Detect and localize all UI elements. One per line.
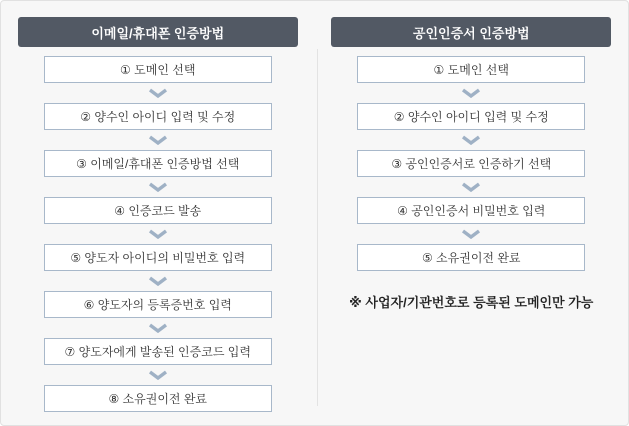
step-box: ③ 공인인증서로 인증하기 선택 xyxy=(357,150,585,177)
step-box: ⑤ 소유권이전 완료 xyxy=(357,244,585,271)
step-box: ⑦ 양도자에게 발송된 인증코드 입력 xyxy=(44,338,272,365)
chevron-down-icon xyxy=(461,224,481,244)
certificate-note: ※ 사업자/기관번호로 등록된 도메인만 가능 xyxy=(349,295,594,310)
step-box: ⑤ 양도자 아이디의 비밀번호 입력 xyxy=(44,244,272,271)
step-box: ⑥ 양도자의 등록증번호 입력 xyxy=(44,291,272,318)
chevron-down-icon xyxy=(148,318,168,338)
chevron-down-icon xyxy=(148,365,168,385)
steps-certificate xyxy=(357,56,585,271)
chevron-down-icon xyxy=(461,83,481,103)
chevron-down-icon xyxy=(148,130,168,150)
column-divider xyxy=(317,49,318,406)
chevron-down-icon xyxy=(461,130,481,150)
step-box: ② 양수인 아이디 입력 및 수정 xyxy=(357,103,585,130)
step-box: ④ 공인인증서 비밀번호 입력 xyxy=(357,197,585,224)
chevron-down-icon xyxy=(461,177,481,197)
step-box: ⑧ 소유권이전 완료 xyxy=(44,385,272,412)
chevron-down-icon xyxy=(148,177,168,197)
column-email-phone-method xyxy=(1,1,315,425)
step-box: ① 도메인 선택 xyxy=(357,56,585,83)
steps-email-phone xyxy=(44,56,272,412)
chevron-down-icon xyxy=(148,83,168,103)
column-title-email-phone: 이메일/휴대폰 인증방법 xyxy=(18,17,298,47)
chevron-down-icon xyxy=(148,224,168,244)
step-box: ① 도메인 선택 xyxy=(44,56,272,83)
step-box: ③ 이메일/휴대폰 인증방법 선택 xyxy=(44,150,272,177)
column-certificate-method xyxy=(315,1,629,425)
step-box: ② 양수인 아이디 입력 및 수정 xyxy=(44,103,272,130)
column-title-certificate: 공인인증서 인증방법 xyxy=(331,17,611,47)
chevron-down-icon xyxy=(148,271,168,291)
step-box: ④ 인증코드 발송 xyxy=(44,197,272,224)
